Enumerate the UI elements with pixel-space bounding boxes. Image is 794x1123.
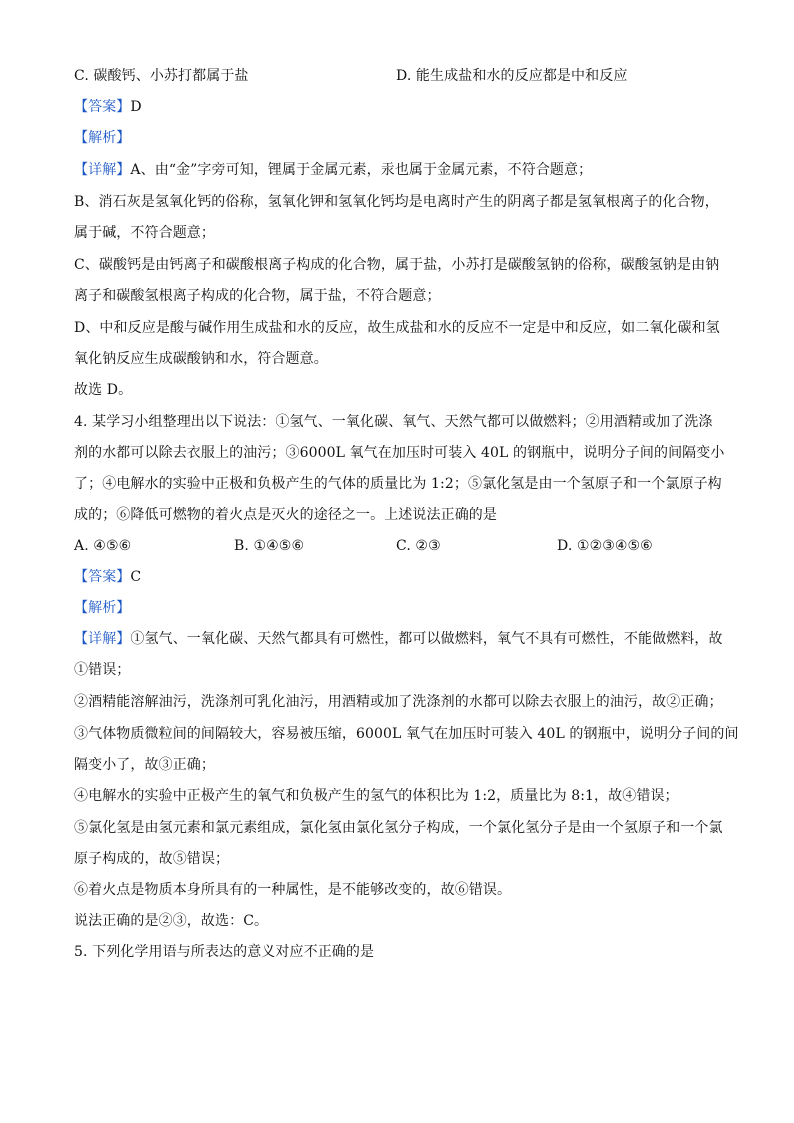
q4-option-d: D. ①②③④⑤⑥: [557, 538, 653, 554]
q4-detail-line: 原子构成的，故⑤错误；: [74, 851, 230, 867]
q3-detail-line: C、碳酸钙是由钙离子和碳酸根离子构成的化合物，属于盐，小苏打是碳酸氢钠的俗称，碳酸氢钠是由钠: [74, 257, 720, 273]
detail-text: A、由“金”字旁可知，锂属于金属元素，汞也属于金属元素，不符合题意；: [130, 162, 593, 178]
detail-tag: 【详解】: [74, 631, 131, 647]
q4-detail-line: [74, 629, 723, 649]
q5-stem: 5. 下列化学用语与所表达的意义对应不正确的是: [74, 944, 375, 960]
q4-option-c: C. ②③: [396, 538, 441, 554]
q3-answer: [74, 97, 142, 117]
answer-tag: 【答案】: [74, 99, 131, 115]
q4-detail-line: ③气体物质微粒间的间隔较大，容易被压缩，6000L 氧气在加压时可装入 40L 的钢瓶中，说明分子间的间: [74, 726, 739, 742]
q4-stem-line: 剂的水都可以除去衣服上的油污；③6000L 氧气在加压时可装入 40L 的钢瓶中，说明分子间的间隔变小: [74, 445, 725, 461]
q4-detail-line: ⑥着火点是物质本身所具有的一种属性，是不能够改变的，故⑥错误。: [74, 882, 512, 898]
q3-detail-line: D、中和反应是酸与碱作用生成盐和水的反应，故生成盐和水的反应不一定是中和反应，如二氧化碳和氢: [74, 320, 720, 336]
q3-option-d: D. 能生成盐和水的反应都是中和反应: [396, 68, 628, 84]
q4-detail-line: ④电解水的实验中正极产生的氧气和负极产生的氢气的体积比为 1:2，质量比为 8:1，故④错误；: [74, 788, 679, 804]
q4-detail-line: 隔变小了，故③正确；: [74, 757, 215, 773]
answer-value: D: [130, 99, 142, 115]
q4-option-a: A. ④⑤⑥: [74, 538, 132, 554]
detail-text: ①氢气、一氧化碳、天然气都具有可燃性，都可以做燃料，氧气不具有可燃性，不能做燃料，故: [130, 631, 723, 647]
analysis-tag: 【解析】: [74, 600, 131, 616]
q4-detail-line: ①错误；: [74, 662, 131, 678]
q4-answer: [74, 567, 141, 587]
answer-value: C: [130, 569, 142, 585]
q3-detail-line: 属于碱，不符合题意；: [74, 225, 215, 241]
q4-stem-line: 了；④电解水的实验中正极和负极产生的气体的质量比为 1:2；⑤氯化氢是由一个氢原子和一个氯原子构: [74, 476, 722, 492]
q3-option-row: [74, 66, 249, 86]
q4-option-b: B. ①④⑤⑥: [234, 538, 305, 554]
q4-conclusion: 说法正确的是②③，故选：C。: [74, 913, 269, 929]
q4-detail-line: ②酒精能溶解油污，洗涤剂可乳化油污，用酒精或加了洗涤剂的水都可以除去衣服上的油污，故②正确；: [74, 694, 723, 710]
q3-detail-line: 离子和碳酸氢根离子构成的化合物，属于盐，不符合题意；: [74, 288, 441, 304]
q4-stem-line: 4. 某学习小组整理出以下说法：①氢气、一氧化碳、氧气、天然气都可以做燃料；②用酒精或加了洗涤: [74, 414, 713, 430]
q3-option-c: C. 碳酸钙、小苏打都属于盐: [74, 68, 249, 84]
q4-detail-line: ⑤氯化氢是由氢元素和氯元素组成，氯化氢由氯化氢分子构成，一个氯化氢分子是由一个氢原子和一个氯: [74, 820, 723, 836]
q3-detail-line: 氧化钠反应生成碳酸钠和水，符合题意。: [74, 351, 328, 367]
answer-tag: 【答案】: [74, 569, 131, 585]
analysis-tag: 【解析】: [74, 130, 131, 146]
q4-stem-line: 成的；⑥降低可燃物的着火点是灭火的途径之一。上述说法正确的是: [74, 507, 497, 523]
detail-tag: 【详解】: [74, 162, 131, 178]
q3-detail-line: B、消石灰是氢氧化钙的俗称，氢氧化钾和氢氧化钙均是电离时产生的阴离子都是氢氧根离子的化合物，: [74, 194, 719, 210]
q3-detail-line: [74, 160, 592, 180]
q3-conclusion: 故选 D。: [74, 382, 133, 398]
